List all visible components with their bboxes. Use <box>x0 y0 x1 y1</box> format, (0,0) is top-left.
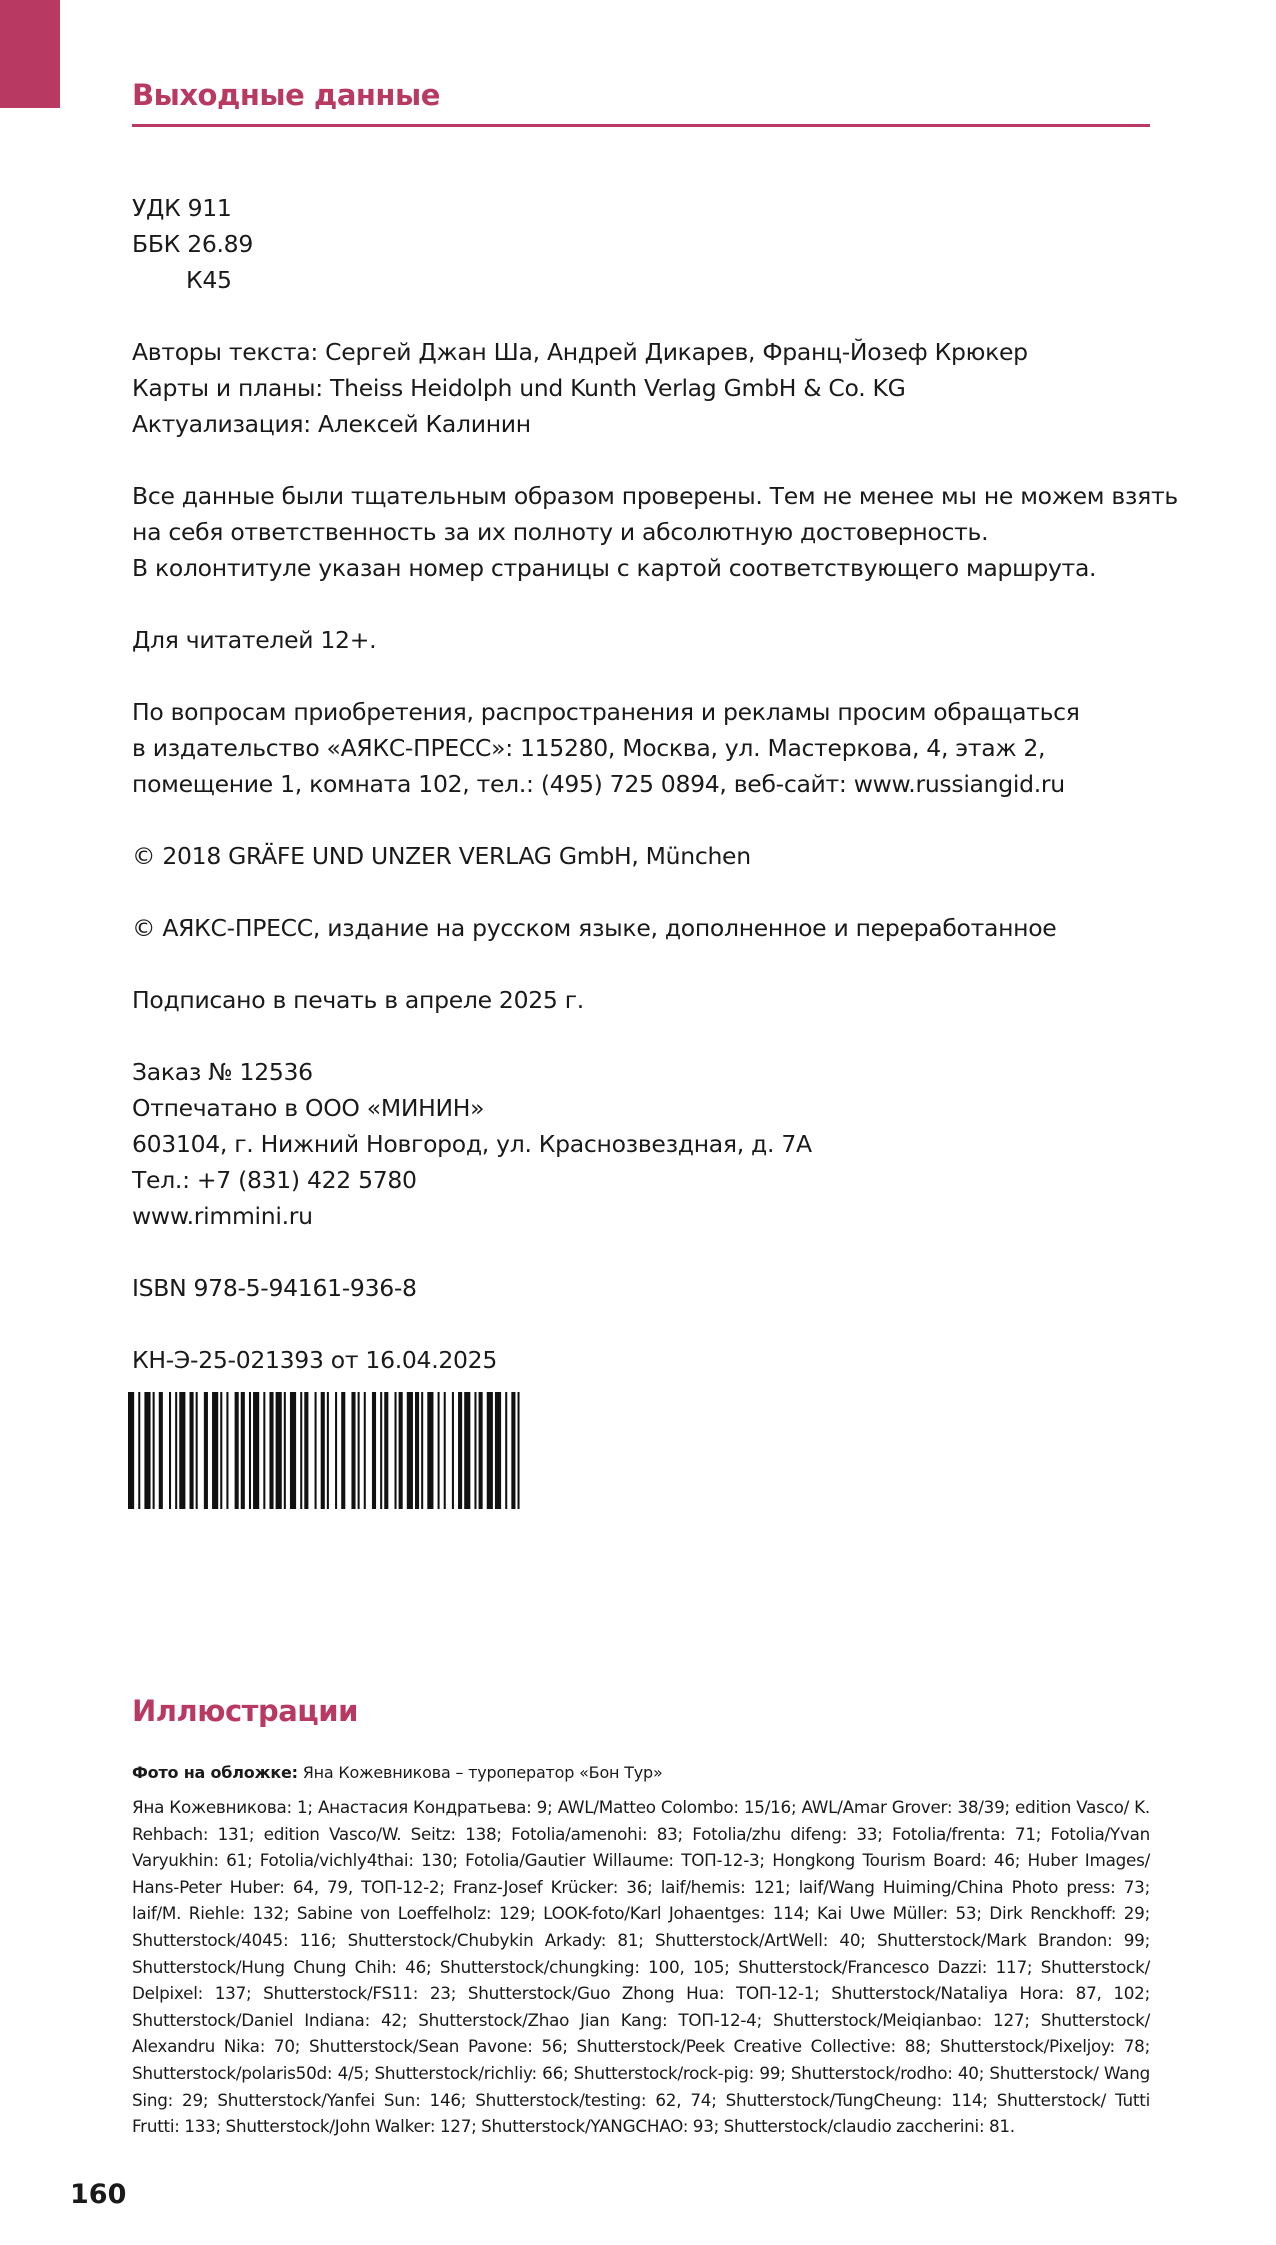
cover-photo-credit <box>132 1762 663 1784</box>
barcode-bar <box>327 1392 329 1509</box>
barcode-bar <box>235 1392 239 1509</box>
registration-number: КН-Э-25-021393 от 16.04.2025 <box>132 1346 497 1374</box>
contacts-line: помещение 1, комната 102, тел.: (495) 725 0894, веб-сайт: www.russiangid.ru <box>132 770 1065 798</box>
disclaimer-line: В колонтитуле указан номер страницы с картой соответствующего маршрута. <box>132 554 1097 582</box>
text-authors: Авторы текста: Сергей Джан Ша, Андрей Дикарев, Франц-Йозеф Крюкер <box>132 338 1028 366</box>
barcode-bar <box>276 1392 282 1509</box>
barcode-bar <box>190 1392 194 1509</box>
barcode-bar <box>335 1392 337 1509</box>
barcode-bar <box>372 1392 376 1509</box>
cover-photo-author: Яна Кожевникова – туроператор «Бон Тур» <box>302 1763 663 1782</box>
maps-credit: Карты и планы: Theiss Heidolph und Kunth Verlag GmbH & Co. KG <box>132 374 906 402</box>
barcode-bar <box>290 1392 296 1509</box>
barcode-bar <box>269 1392 273 1509</box>
barcode-bar <box>505 1392 507 1509</box>
barcode-bar <box>169 1392 171 1509</box>
barcode-bar <box>226 1392 228 1509</box>
barcode-bar <box>284 1392 286 1509</box>
barcode-bar <box>464 1392 470 1509</box>
barcode-bar <box>479 1392 483 1509</box>
barcode-bar <box>128 1392 134 1509</box>
order-number: Заказ № 12536 <box>132 1058 313 1086</box>
barcode-bar <box>159 1392 163 1509</box>
barcode-bar <box>220 1392 222 1509</box>
barcode-bar <box>444 1392 446 1509</box>
barcode-bar <box>351 1392 355 1509</box>
copyright-original: © 2018 GRÄFE UND UNZER VERLAG GmbH, München <box>132 842 751 870</box>
disclaimer-line: Все данные были тщательным образом проверены. Тем не менее мы не можем взять <box>132 482 1178 510</box>
disclaimer-line: на себя ответственность за их полноту и абсолютную достоверность. <box>132 518 989 546</box>
barcode-bar <box>321 1392 325 1509</box>
isbn: ISBN 978-5-94161-936-8 <box>132 1274 417 1302</box>
barcode-bar <box>263 1392 265 1509</box>
age-rating: Для читателей 12+. <box>132 626 377 654</box>
barcode-bar <box>395 1392 397 1509</box>
barcode-bar <box>175 1392 177 1509</box>
printer-address: 603104, г. Нижний Новгород, ул. Краснозвездная, д. 7А <box>132 1130 812 1158</box>
contacts-line: По вопросам приобретения, распространения и рекламы просим обращаться <box>132 698 1080 726</box>
photo-credits: Яна Кожевникова: 1; Анастасия Кондратьева: 9; AWL/Matteo Colombo: 15/16; AWL/Amar Grover: 38/39; edition Vasco/ K. Rehbach: 131; edition Vasco/W. Seitz: 138; Fotolia/amenohi: 83; Fotolia/zhu difeng: 33; Fotolia/frenta: 71; Fotolia/Yvan Varyukhin: 61; Fotolia/vichly4thai: 130; Fotolia/Gautier Willaume: ТОП-12-3; Hongkong Tourism Board: 46; Huber Images/ Hans-Peter Huber: 64, 79, ТОП-12-2; Franz-Josef Krücker: 36; laif/hemis: 121; laif/Wang Huiming/China Photo press: 73; laif/M. Riehle: 132; Sabine von Loeffelholz: 129; LOOK-foto/Karl Johaentges: 114; Kai Uwe Müller: 53; Dirk Renckhoff: 29; Shutterstock/4045: 116; Shutterstock/Chubykin Arkady: 81; Shutterstock/ArtWell: 40; Shutterstock/Mark Brandon: 99; Shutterstock/Hung Chung Chih: 46; Shutterstock/chungking: 100, 105; Shutterstock/Francesco Dazzi: 117; Shutterstock/ Delpixel: 137; Shutterstock/FS11: 23; Shutterstock/Guo Zhong Hua: ТОП-12-1; Shutterstock/Nataliya Hora: 87, 102; Shutterstock/Daniel Indiana: 42; Shutterstock/Zhao Jian Kang: ТОП-12-4; Shutterstock/Meiqianbao: 127; Shutterstock/ Alexandru Nika: 70; Shutterstock/Sean Pavone: 56; Shutterstock/Peek Creative Collective: 88; Shutterstock/Pixeljoy: 78; Shutterstock/polaris50d: 4/5; Shutterstock/richliy: 66; Shutterstock/rock-pig: 99; Shutterstock/rodho: 40; Shutterstock/ Wang Sing: 29; Shutterstock/Yanfei Sun: 146; Shutterstock/testing: 62, 74; Shutterstock/TungCheung: 114; Shutterstock/ Tutti Frutti: 133; Shutterstock/John Walker: 127; Shutterstock/YANGCHAO: 93; Shutterstock/claudio zaccherini: 81. <box>132 1797 1150 2137</box>
barcode-bar <box>407 1392 413 1509</box>
barcode-bar <box>511 1392 515 1509</box>
update-credit: Актуализация: Алексей Калинин <box>132 410 531 438</box>
barcode-bar <box>144 1392 150 1509</box>
corner-accent <box>0 0 60 108</box>
barcode-bar <box>495 1392 501 1509</box>
imprint-block <box>132 190 1178 1378</box>
author-mark: К45 <box>186 266 232 294</box>
barcode-bar <box>458 1392 462 1509</box>
title-rule <box>132 124 1150 127</box>
barcode-bar <box>249 1392 251 1509</box>
barcode-bar <box>138 1392 140 1509</box>
contacts-line: в издательство «АЯКС-ПРЕСС»: 115280, Москва, ул. Мастеркова, 4, этаж 2, <box>132 734 1046 762</box>
barcode-bar <box>241 1392 245 1509</box>
illustrations-title: Иллюстрации <box>132 1694 358 1728</box>
barcode <box>128 1392 564 1509</box>
page-title: Выходные данные <box>132 78 440 112</box>
barcode-bar <box>315 1392 317 1509</box>
barcode-bar <box>304 1392 308 1509</box>
printer-website: www.rimmini.ru <box>132 1202 313 1230</box>
barcode-bar <box>384 1392 388 1509</box>
barcode-bar <box>427 1392 433 1509</box>
signed-to-print: Подписано в печать в апреле 2025 г. <box>132 986 584 1014</box>
bbk-code: ББК 26.89 <box>132 230 253 258</box>
barcode-bar <box>518 1392 520 1509</box>
barcode-bar <box>380 1392 382 1509</box>
printer-phone: Тел.: +7 (831) 422 5780 <box>132 1166 417 1194</box>
udk-code: УДК 911 <box>132 194 232 222</box>
barcode-bar <box>487 1392 493 1509</box>
barcode-bar <box>212 1392 218 1509</box>
printer-name: Отпечатано в ООО «МИНИН» <box>132 1094 485 1122</box>
barcode-bar <box>438 1392 440 1509</box>
barcode-bar <box>415 1392 419 1509</box>
barcode-bar <box>421 1392 423 1509</box>
barcode-bar <box>341 1392 345 1509</box>
barcode-bar <box>474 1392 476 1509</box>
barcode-bar <box>253 1392 259 1509</box>
barcode-bar <box>452 1392 454 1509</box>
page-number: 160 <box>70 2179 127 2210</box>
barcode-bar <box>153 1392 155 1509</box>
barcode-bar <box>204 1392 208 1509</box>
cover-photo-label: Фото на обложке: <box>132 1763 298 1782</box>
copyright-russian: © АЯКС-ПРЕСС, издание на русском языке, дополненное и переработанное <box>132 914 1057 942</box>
barcode-bar <box>364 1392 366 1509</box>
barcode-bar <box>399 1392 403 1509</box>
barcode-bar <box>196 1392 198 1509</box>
barcode-bar <box>358 1392 360 1509</box>
barcode-bar <box>179 1392 185 1509</box>
barcode-bar <box>300 1392 302 1509</box>
